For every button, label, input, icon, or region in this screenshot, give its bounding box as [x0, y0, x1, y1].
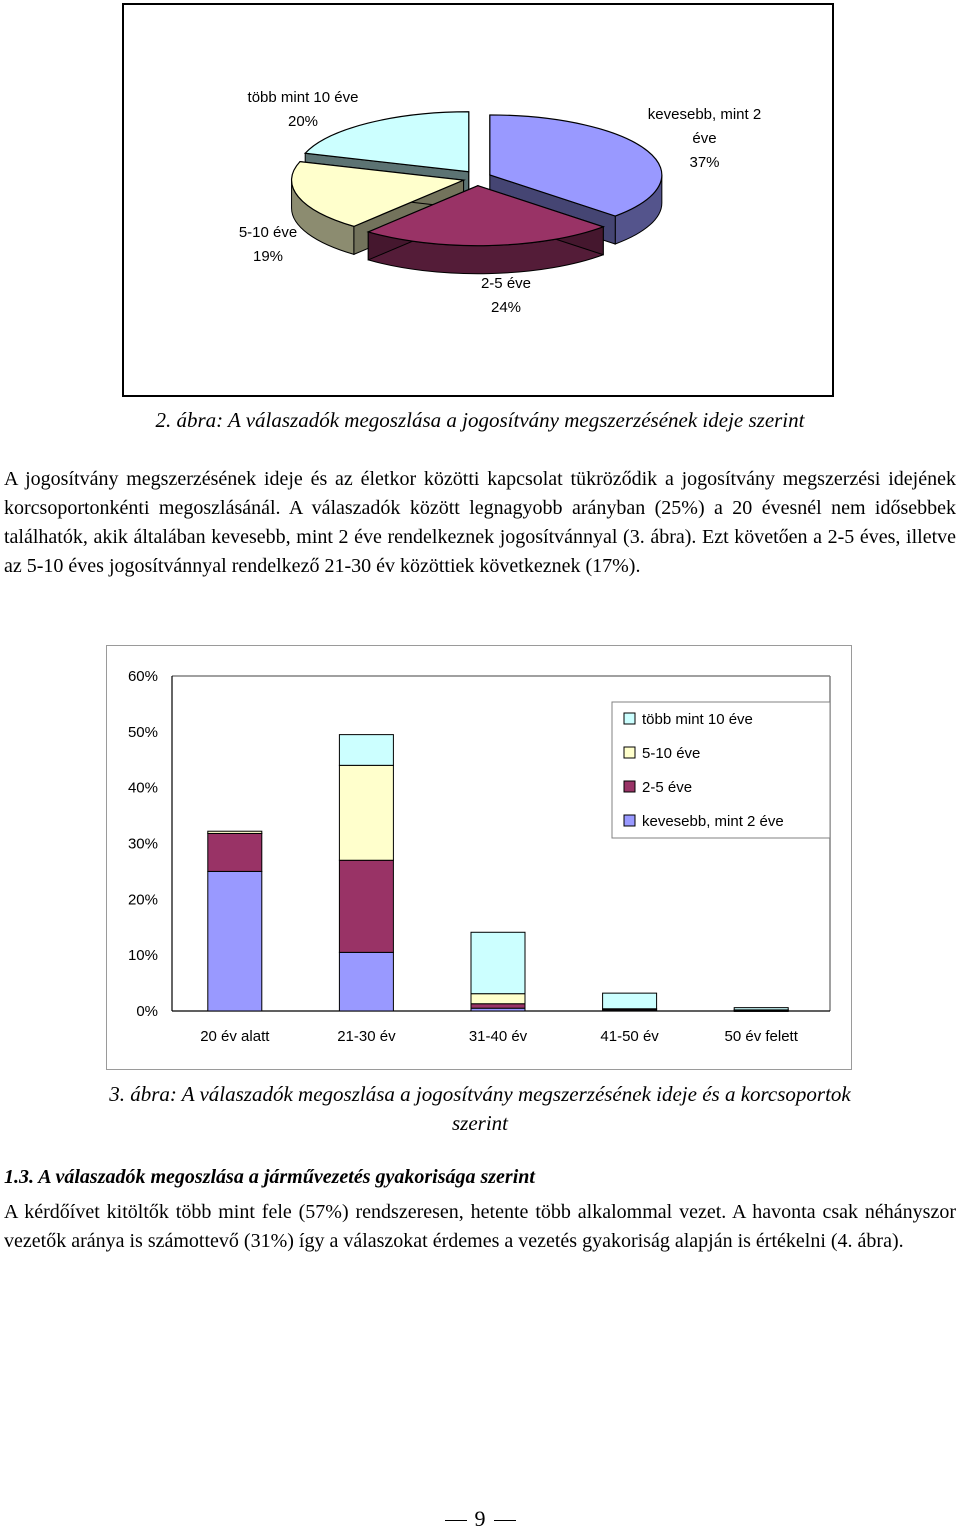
bar-segment — [339, 952, 393, 1011]
page-number-dash-left — [445, 1520, 467, 1521]
bar-segment — [208, 831, 262, 833]
pie-label-5-10: 5-10 éve 19% — [238, 224, 298, 265]
figure-3-caption — [0, 1080, 960, 1138]
page-number-dash-right — [494, 1520, 516, 1521]
legend-label: kevesebb, mint 2 éve — [642, 813, 784, 830]
pie-label-more-than-10: több mint 10 éve 20% — [247, 89, 359, 130]
x-tick-label: 31-40 év — [468, 1028, 528, 1045]
pie-label-less-than-2: kevesebb, mint 2 éve 37% — [647, 106, 762, 171]
page-number — [0, 1506, 960, 1532]
bar-segment — [208, 833, 262, 871]
y-tick-label: 0% — [136, 1003, 158, 1020]
legend-swatch — [624, 781, 635, 792]
paragraph-1: A jogosítvány megszerzésének ideje és az életkor közötti kapcsolat tükröződik a jogosítvány megszerzési idejének korcsoportonkénti megoszlásánál. A válaszadók között legnagyobb arányban (25%) a 20 évesnél nem idősebbek találhatók, akik általában kevesebb, mint 2 éve rendelkeznek jogosítvánnyal (3. ábra). Ezt követően a 2-5 éves, illetve az 5-10 éves jogosítvánnyal rendelkező 21-30 év közöttiek következnek (17%). — [4, 468, 956, 577]
bar-segment — [471, 932, 525, 993]
legend-swatch — [624, 815, 635, 826]
bar-segment — [603, 993, 657, 1009]
stacked-bar-chart — [0, 640, 960, 1080]
legend-label: 5-10 éve — [642, 745, 701, 762]
x-tick-label: 20 év alatt — [200, 1028, 270, 1045]
y-tick-label: 60% — [127, 668, 158, 685]
y-tick-label: 30% — [127, 835, 158, 853]
x-tick-label: 41-50 év — [600, 1028, 659, 1045]
y-tick-label: 50% — [127, 723, 158, 741]
bar-segment — [471, 1004, 525, 1008]
bar-segment — [339, 765, 393, 860]
y-tick-label: 10% — [127, 947, 158, 965]
bar-segment — [339, 860, 393, 952]
y-tick-label: 40% — [127, 779, 158, 797]
legend-label: több mint 10 éve — [642, 711, 753, 728]
legend-swatch — [624, 713, 635, 724]
pie-label-2-5: 2-5 éve 24% — [480, 275, 532, 316]
x-tick-label: 50 év felett — [724, 1028, 798, 1045]
figure-3-caption-line-2: szerint — [451, 1111, 508, 1135]
bar-segment — [734, 1008, 788, 1010]
paragraph-2: A kérdőívet kitöltők több mint fele (57%) rendszeresen, hetente több alkalommal vezet. A havonta csak néhányszor vezetők aránya is számottevő (31%) így a válaszokat érdemes a vezetés gyakoriság alapján is értékelni (4. ábra). — [4, 1201, 956, 1252]
y-tick-label: 20% — [127, 891, 158, 909]
figure-2-caption: 2. ábra: A válaszadók megoszlása a jogosítvány megszerzésének ideje szerint — [155, 408, 805, 432]
pie-chart — [122, 3, 834, 397]
legend-swatch — [624, 747, 635, 758]
bar-segment — [208, 871, 262, 1011]
bar-segment — [471, 994, 525, 1004]
bar-segment — [339, 735, 393, 766]
legend-label: 2-5 éve — [642, 779, 693, 796]
page-number-value: 9 — [474, 1506, 486, 1531]
x-tick-label: 21-30 év — [337, 1028, 396, 1045]
section-heading: 1.3. A válaszadók megoszlása a járművezetés gyakorisága szerint — [4, 1166, 535, 1188]
figure-3-caption-line-1: 3. ábra: A válaszadók megoszlása a jogosítvány megszerzésének ideje és a korcsoportok — [109, 1082, 851, 1106]
